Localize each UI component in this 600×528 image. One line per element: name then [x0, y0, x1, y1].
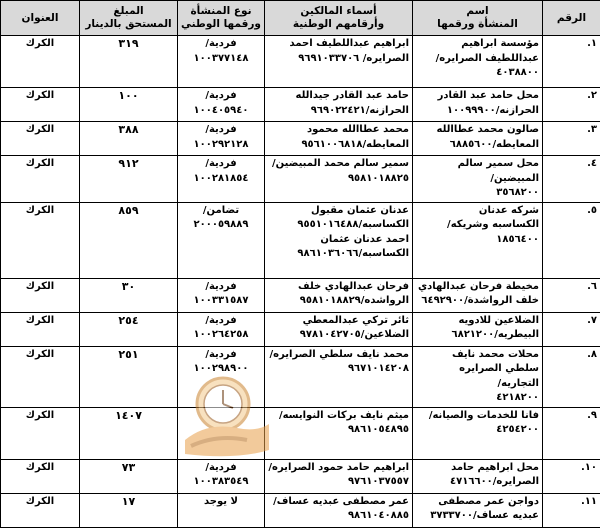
row-amount-cell: ٢٥٤	[80, 312, 178, 346]
row-num-cell: ٢.	[543, 88, 600, 122]
row-amount-cell: ١٧	[80, 493, 178, 527]
row-owners-cell: حامد عبد القادر جيدالله الحرازنه/٩٦٩٠٢٢٤٢١	[265, 88, 413, 122]
row-owners-cell: محمد عطاالله محمود المعايطه/٩٥٦١٠٠٦٨١٨	[265, 122, 413, 156]
row-address-cell: الكرك	[1, 407, 80, 459]
row-establishment-cell: محل حامد عبد القادر الحرازنه/١٠٠٩٩٩٠٠	[413, 88, 543, 122]
row-type-cell: فردية/ ١٠٠٢٩٨٩٠٠	[178, 346, 265, 407]
row-owners-cell: عمر مصطفى عبديه عساف/ ٩٨٦١٠٤٠٨٨٥	[265, 493, 413, 527]
row-address-cell: الكرك	[1, 122, 80, 156]
table-row	[1, 459, 600, 493]
row-establishment-cell: محل سمير سالم المبيضين/ ٣٥٦٨٢٠٠	[413, 156, 543, 203]
row-establishment-cell: شركه عدنان الكساسبه وشريكه/ ١٨٥٦٤٠٠	[413, 202, 543, 278]
header-establishment: اسم المنشأة ورقمها	[413, 1, 543, 36]
table-row	[1, 278, 600, 312]
row-num-cell: ١٠.	[543, 459, 600, 493]
row-owners-cell: محمد نايف سلطي الصرايره/ ٩٦٧١٠١٤٢٠٨	[265, 346, 413, 407]
row-establishment-cell: مؤسسة ابراهيم عبداللطيف الصرايره/ ٤٠٣٨٨٠٠	[413, 36, 543, 88]
row-type-cell: تضامن/ ٢٠٠٠٥٩٨٨٩	[178, 202, 265, 278]
row-owners-cell: ابراهيم عبداللطيف احمد الصرايره/ ٩٦٩١٠٣٣٧٠٦	[265, 36, 413, 88]
table-row	[1, 493, 600, 527]
row-type-cell: لا يوجد	[178, 493, 265, 527]
row-owners-cell: عدنان عثمان مقبول الكساسبه/٩٥٥١٠١٦٤٨٨ احمد عدنان عثمان الكساسبه/٩٨٦١٠٣٦٠٦٦	[265, 202, 413, 278]
header-owners: أسماء المالكين وأرقامهم الوطنية	[265, 1, 413, 36]
row-type-cell: فردية/ ١٠٠٤٠٥٩٤٠	[178, 88, 265, 122]
table-row	[1, 202, 600, 278]
row-amount-cell: ٢٥١	[80, 346, 178, 407]
row-establishment-cell: دواجن عمر مصطفى عبديه عساف/٣٧٣٣٧٠٠	[413, 493, 543, 527]
row-amount-cell: ١٤٠٧	[80, 407, 178, 459]
row-num-cell: ٨.	[543, 346, 600, 407]
row-amount-cell: ٧٣	[80, 459, 178, 493]
row-amount-cell: ٣٠	[80, 278, 178, 312]
row-address-cell: الكرك	[1, 202, 80, 278]
header-type: نوع المنشأة ورقمها الوطني	[178, 1, 265, 36]
row-owners-cell: ميثم نايف بركات النوايسه/ ٩٨٦١٠٥٤٨٩٥	[265, 407, 413, 459]
table-row	[1, 346, 600, 407]
table-header-row	[1, 1, 600, 36]
row-num-cell: ٦.	[543, 278, 600, 312]
row-address-cell: الكرك	[1, 156, 80, 203]
row-type-cell: فردية/ ١٠٠٢٨١٨٥٤	[178, 156, 265, 203]
row-establishment-cell: مخيطة فرحان عبدالهادي خلف الرواشدة/٦٤٩٢٩٠٠	[413, 278, 543, 312]
row-type-cell: فردية/ ١٠٠٢٩٢١٢٨	[178, 122, 265, 156]
row-establishment-cell: محلات محمد نايف سلطي الصرايره التجاريه/ ٤٢١٨٢٠٠	[413, 346, 543, 407]
header-amount: المبلغ المستحق بالدينار	[80, 1, 178, 36]
row-address-cell: الكرك	[1, 312, 80, 346]
row-type-cell: فردية/ ١٠٠٣٣١٥٨٧	[178, 278, 265, 312]
row-num-cell: ٧.	[543, 312, 600, 346]
row-owners-cell: ثائر تركي عبدالمعطي الضلاعين/٩٧٨١٠٤٢٧٠٥	[265, 312, 413, 346]
row-owners-cell: فرحان عبدالهادي خلف الرواشده/٩٥٨١٠١٨٨٢٩	[265, 278, 413, 312]
row-amount-cell: ٣١٩	[80, 36, 178, 88]
row-amount-cell: ٨٥٩	[80, 202, 178, 278]
table-row	[1, 156, 600, 203]
row-num-cell: ٩.	[543, 407, 600, 459]
row-address-cell: الكرك	[1, 88, 80, 122]
table-row	[1, 312, 600, 346]
row-owners-cell: سمير سالم محمد المبيضين/ ٩٥٨١٠١٨٨٢٥	[265, 156, 413, 203]
row-num-cell: ١.	[543, 36, 600, 88]
row-amount-cell: ١٠٠	[80, 88, 178, 122]
row-address-cell: الكرك	[1, 346, 80, 407]
table-row	[1, 122, 600, 156]
row-amount-cell: ٩١٢	[80, 156, 178, 203]
row-amount-cell: ٣٨٨	[80, 122, 178, 156]
row-type-cell: فردية/ ١٠٠٣٧٧١٤٨	[178, 36, 265, 88]
row-num-cell: ٥.	[543, 202, 600, 278]
row-establishment-cell: الضلاعين للادويه البيطريه/٦٨٢١٢٠٠	[413, 312, 543, 346]
row-type-cell	[178, 407, 265, 459]
row-address-cell: الكرك	[1, 459, 80, 493]
row-num-cell: ١١.	[543, 493, 600, 527]
row-type-cell: فردية/ ١٠٠٢٦٤٢٥٨	[178, 312, 265, 346]
table-row	[1, 36, 600, 88]
row-address-cell: الكرك	[1, 36, 80, 88]
row-owners-cell: ابراهيم حامد حمود الصرايره/ ٩٧٦١٠٣٧٥٥٧	[265, 459, 413, 493]
row-num-cell: ٤.	[543, 156, 600, 203]
table-row	[1, 88, 600, 122]
row-establishment-cell: محل ابراهيم حامد الصرايره/٤٧١٦٦٠٠	[413, 459, 543, 493]
table-row	[1, 407, 600, 459]
row-address-cell: الكرك	[1, 493, 80, 527]
header-num: الرقم	[543, 1, 600, 36]
row-establishment-cell: فانا للخدمات والصيانه/ ٤٢٥٤٢٠٠	[413, 407, 543, 459]
header-address: العنوان	[1, 1, 80, 36]
row-type-cell: فردية/ ١٠٠٣٨٣٥٤٩	[178, 459, 265, 493]
row-num-cell: ٣.	[543, 122, 600, 156]
row-establishment-cell: صالون محمد عطاالله المعايطه/٦٨٨٥٦٠٠	[413, 122, 543, 156]
row-address-cell: الكرك	[1, 278, 80, 312]
